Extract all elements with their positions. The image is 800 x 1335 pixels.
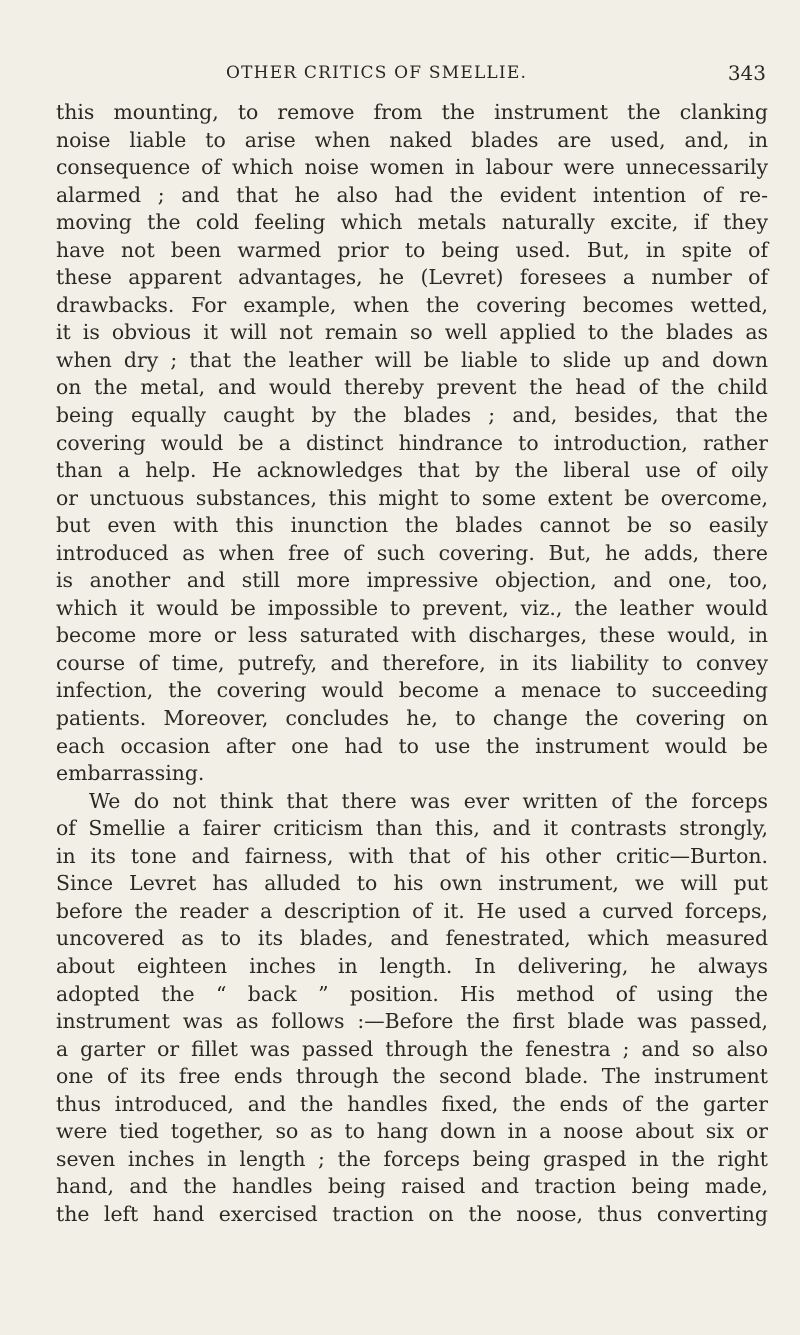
running-title: OTHER CRITICS OF SMELLIE. — [226, 63, 528, 83]
text-line: than a help. He acknowledges that by the liberal use of oily — [56, 458, 768, 483]
text-line: the left hand exercised traction on the noose, thus converting — [56, 1201, 768, 1226]
text-line: infection, the covering would become a menace to succeeding — [56, 678, 768, 703]
text-line: have not been warmed prior to being used. But, in spite of — [56, 237, 768, 262]
text-line: noise liable to arise when naked blades are used, and, in — [56, 127, 768, 152]
text-line: or unctuous substances, this might to some extent be overcome, — [56, 485, 768, 510]
text-line: consequence of which noise women in labour were unnecessarily — [56, 155, 768, 180]
text-line: We do not think that there was ever written of the forceps — [89, 788, 768, 813]
text-line: become more or less saturated with discharges, these would, in — [56, 623, 768, 648]
text-line: one of its free ends through the second blade. The instrument — [56, 1064, 768, 1089]
text-line: alarmed ; and that he also had the evident intention of re- — [56, 182, 768, 207]
text-line: embarrassing. — [56, 761, 205, 786]
text-line: hand, and the handles being raised and traction being made, — [56, 1174, 768, 1199]
text-line: about eighteen inches in length. In delivering, he always — [56, 953, 768, 978]
text-line: on the metal, and would thereby prevent the head of the child — [56, 375, 768, 400]
text-line: which it would be impossible to prevent, viz., the leather would — [56, 595, 768, 620]
page-number: 343 — [727, 61, 766, 85]
text-line: before the reader a description of it. He used a curved forceps, — [56, 898, 768, 923]
text-line: is another and still more impressive objection, and one, too, — [56, 568, 768, 593]
text-line: uncovered as to its blades, and fenestrated, which measured — [56, 926, 768, 951]
text-line: being equally caught by the blades ; and, besides, that the — [56, 403, 768, 428]
text-line: moving the cold feeling which metals naturally excite, if they — [56, 210, 768, 235]
text-line: thus introduced, and the handles fixed, the ends of the garter — [56, 1091, 768, 1116]
text-line: were tied together, so as to hang down in a noose about six or — [56, 1119, 768, 1144]
text-line: covering would be a distinct hindrance to introduction, rather — [56, 430, 768, 455]
text-line: patients. Moreover, concludes he, to change the covering on — [56, 706, 768, 731]
body-text — [56, 99, 768, 1228]
text-line: of Smellie a fairer criticism than this, and it contrasts strongly, — [56, 816, 768, 841]
text-line: in its tone and fairness, with that of his other critic—Burton. — [56, 843, 768, 868]
text-line: each occasion after one had to use the instrument would be — [56, 733, 768, 758]
running-head — [226, 60, 766, 86]
text-line: Since Levret has alluded to his own instrument, we will put — [56, 871, 768, 896]
text-line: seven inches in length ; the forceps being grasped in the right — [56, 1146, 768, 1171]
text-line: introduced as when free of such covering. But, he adds, there — [56, 540, 768, 565]
text-line: drawbacks. For example, when the covering becomes wetted, — [56, 292, 768, 317]
text-line: adopted the “ back ” position. His method of using the — [56, 981, 768, 1006]
text-line: course of time, putrefy, and therefore, in its liability to convey — [56, 650, 768, 675]
text-line: instrument was as follows :—Before the first blade was passed, — [56, 1009, 768, 1034]
text-line: when dry ; that the leather will be liable to slide up and down — [56, 347, 768, 372]
text-line: this mounting, to remove from the instrument the clanking — [56, 100, 768, 124]
text-line: but even with this inunction the blades cannot be so easily — [56, 513, 768, 538]
text-line: it is obvious it will not remain so well applied to the blades as — [56, 320, 768, 345]
text-line: these apparent advantages, he (Levret) foresees a number of — [56, 265, 768, 290]
text-line: a garter or fillet was passed through the fenestra ; and so also — [56, 1036, 768, 1061]
